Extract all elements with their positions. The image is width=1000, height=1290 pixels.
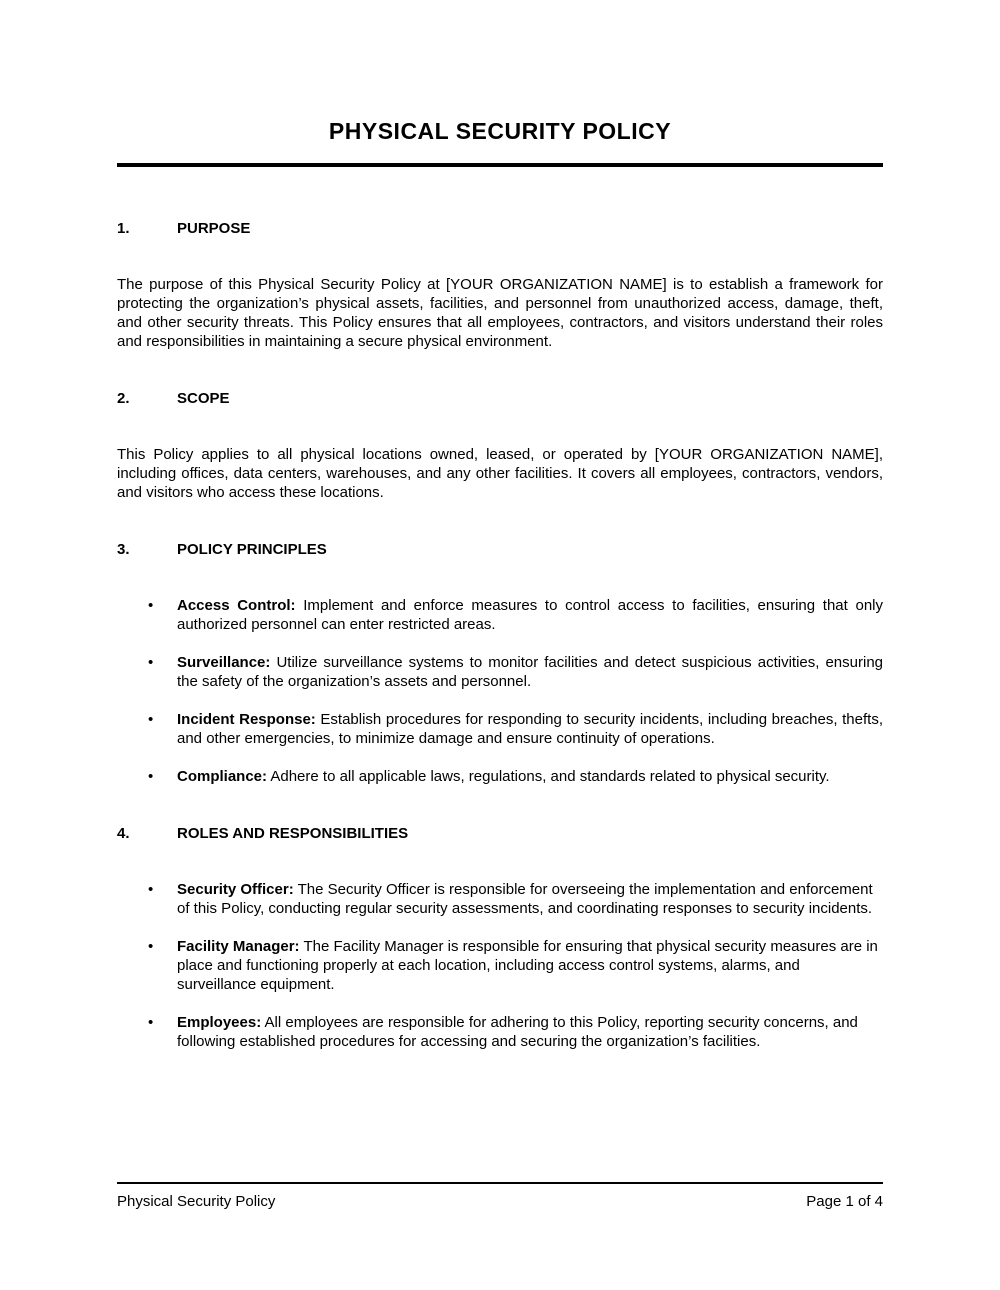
section-body: This Policy applies to all physical locations owned, leased, or operated by [YOUR ORGANIZATION NAME], including offices, data centers, warehouses, and any other facilities. It covers all employees, contractors, vendors, and visitors who access these locations. xyxy=(117,446,883,501)
policy-principles-list xyxy=(117,596,883,786)
bullet-text: Establish procedures for responding to security incidents, including breaches, thefts, and other emergencies, to minimize damage and ensure continuity of operations. xyxy=(177,711,883,747)
section-heading xyxy=(117,389,883,408)
bullet-item-access-control xyxy=(117,596,883,634)
bullet-marker: • xyxy=(148,1014,154,1031)
bullet-term: Compliance: xyxy=(177,768,268,785)
bullet-item-employees xyxy=(117,1013,883,1051)
bullet-text: Adhere to all applicable laws, regulations, and standards related to physical security. xyxy=(270,768,830,785)
title-rule xyxy=(117,163,883,167)
bullet-item-facility-manager xyxy=(117,937,883,994)
bullet-term: Facility Manager: xyxy=(177,938,300,955)
footer-page-number: Page 1 of 4 xyxy=(806,1193,883,1210)
bullet-marker: • xyxy=(148,711,154,728)
bullet-item-incident-response xyxy=(117,710,883,748)
bullet-item-security-officer xyxy=(117,880,883,918)
section-number: 3. xyxy=(117,541,130,558)
bullet-term: Employees: xyxy=(177,1014,262,1031)
bullet-marker: • xyxy=(148,768,154,785)
bullet-marker: • xyxy=(148,881,154,898)
roles-responsibilities-list xyxy=(117,880,883,1051)
section-policy-principles xyxy=(117,540,883,786)
section-title: ROLES AND RESPONSIBILITIES xyxy=(177,825,409,842)
bullet-term: Access Control: xyxy=(177,597,296,614)
page-footer xyxy=(117,1182,883,1211)
section-purpose xyxy=(117,219,883,351)
bullet-text: Utilize surveillance systems to monitor facilities and detect suspicious activities, ensuring the safety of the organization’s assets and personnel. xyxy=(177,654,884,690)
bullet-marker: • xyxy=(148,597,154,614)
section-title: POLICY PRINCIPLES xyxy=(177,541,327,558)
section-title: SCOPE xyxy=(177,390,230,407)
footer-rule xyxy=(117,1182,883,1184)
bullet-text: All employees are responsible for adhering to this Policy, reporting security concerns, and following established procedures for accessing and securing the organization’s facilities. xyxy=(177,1014,858,1050)
page-title: PHYSICAL SECURITY POLICY xyxy=(328,118,672,144)
bullet-marker: • xyxy=(148,654,154,671)
footer-doc-title: Physical Security Policy xyxy=(117,1193,276,1210)
section-number: 4. xyxy=(117,825,130,842)
bullet-item-surveillance xyxy=(117,653,883,691)
bullet-term: Incident Response: xyxy=(177,711,316,728)
bullet-item-compliance xyxy=(117,767,883,786)
section-scope xyxy=(117,389,883,502)
section-heading xyxy=(117,824,883,843)
section-heading xyxy=(117,219,883,238)
bullet-term: Surveillance: xyxy=(177,654,271,671)
bullet-text: The Security Officer is responsible for overseeing the implementation and enforcement of this Policy, conducting regular security assessments, and coordinating responses to security incidents. xyxy=(177,881,873,917)
footer-row xyxy=(117,1192,883,1211)
section-roles-responsibilities xyxy=(117,824,883,1051)
section-number: 1. xyxy=(117,220,130,237)
section-number: 2. xyxy=(117,390,130,407)
bullet-term: Security Officer: xyxy=(177,881,294,898)
document-page xyxy=(117,0,883,1051)
bullet-marker: • xyxy=(148,938,154,955)
bullet-text: Implement and enforce measures to control access to facilities, ensuring that only authorized personnel can enter restricted areas. xyxy=(177,597,883,633)
section-title: PURPOSE xyxy=(177,220,251,237)
section-heading xyxy=(117,540,883,559)
section-body: The purpose of this Physical Security Policy at [YOUR ORGANIZATION NAME] is to establish a framework for protecting the organization’s physical assets, facilities, and personnel from unauthorized access, damage, theft, and other security threats. This Policy ensures that all employees, contractors, and visitors understand their roles and responsibilities in maintaining a secure physical environment. xyxy=(117,276,883,350)
bullet-text: The Facility Manager is responsible for ensuring that physical security measures are in place and functioning properly at each location, including access control systems, alarms, and surveillance equipment. xyxy=(177,938,878,993)
